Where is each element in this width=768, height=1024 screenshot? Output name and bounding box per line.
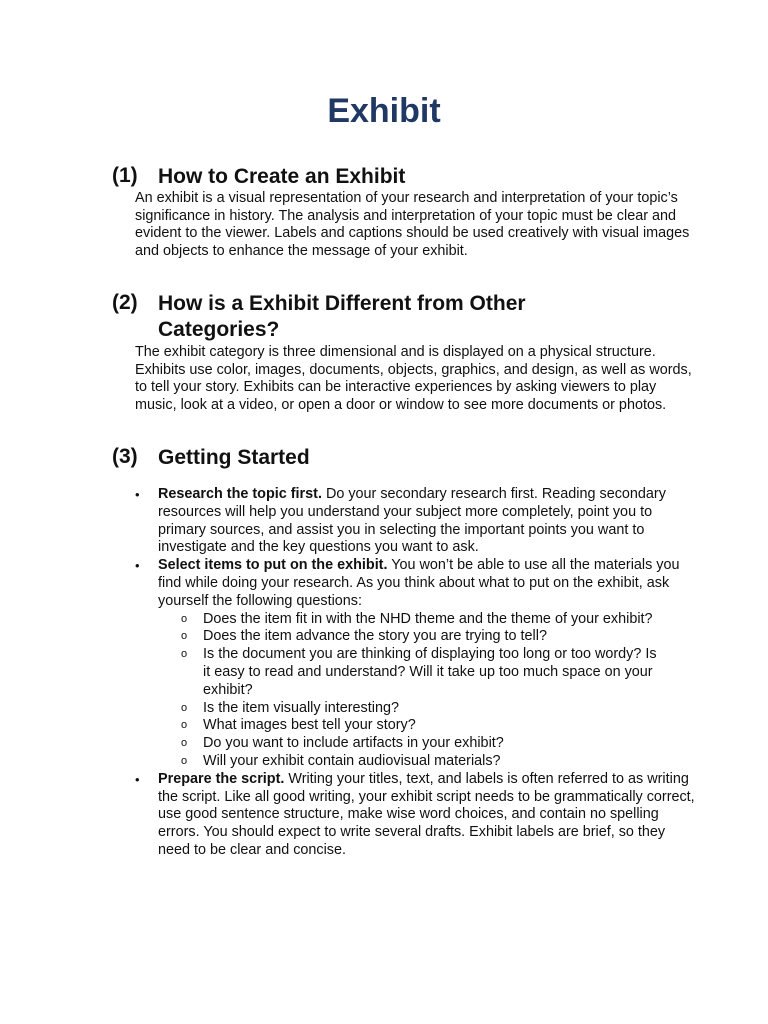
list-item bbox=[135, 557, 698, 771]
bullet-text: You won’t be able to use all the materials you find while doing your research. As you think about what to put on the exhibit, ask yourself the following questions: bbox=[158, 557, 680, 609]
bullet-icon: • bbox=[135, 558, 140, 574]
sub-list-item bbox=[181, 628, 698, 646]
bullet-icon: • bbox=[135, 487, 140, 502]
sub-list-item bbox=[181, 610, 698, 629]
section-1-heading: How to Create an Exhibit bbox=[158, 165, 406, 188]
circle-bullet-icon: o bbox=[181, 719, 188, 732]
bullet-lead: Research the topic first. bbox=[158, 486, 322, 502]
circle-bullet-icon: o bbox=[181, 648, 188, 661]
sub-list-item bbox=[181, 646, 698, 699]
sub-list-item bbox=[181, 717, 698, 735]
section-1-body: An exhibit is a visual representation of your research and interpretation of your topic’s significance in history. The analysis and interpretation of your topic must be clear and evident to the viewer. Labels and captions should be used creatively with visual images and objects to enhance the message of your exhibit. bbox=[135, 190, 690, 259]
list-item bbox=[135, 486, 698, 557]
bullet-text: Do your secondary research first. Reading secondary resources will help you understand your subject more completely, point you to primary sources, and assist you in selecting the important points you want to investigate and the key questions you want to ask. bbox=[158, 486, 666, 556]
getting-started-list bbox=[135, 486, 698, 860]
circle-bullet-icon: o bbox=[181, 754, 188, 767]
circle-bullet-icon: o bbox=[181, 630, 188, 643]
bullet-text: Writing your titles, text, and labels is often referred to as writing the script. Like all good writing, your exhibit script needs to be grammatically correct, use good sentence structure, make wise word choices, and contain no spelling errors. You should expect to write several drafts. Exhibit labels are brief, so they need to be clear and concise. bbox=[158, 770, 695, 858]
sub-item-text: Will your exhibit contain audiovisual materials? bbox=[203, 752, 501, 769]
bullet-icon: • bbox=[135, 771, 140, 787]
sub-list-item bbox=[181, 735, 698, 753]
sub-item-text: Does the item fit in with the NHD theme and the theme of your exhibit? bbox=[203, 610, 653, 627]
section-2-body: The exhibit category is three dimensional and is displayed on a physical structure. Exhibits use color, images, documents, objects, graphics, and design, as well as words, to tell your story. Exhibits can be interactive experiences by asking viewers to play music, look at a video, or open a door or window to see more documents or photos. bbox=[135, 344, 692, 413]
sub-item-text: Do you want to include artifacts in your exhibit? bbox=[203, 735, 504, 752]
circle-bullet-icon: o bbox=[181, 737, 188, 750]
question-list bbox=[158, 611, 698, 771]
section-2-number: (2) bbox=[112, 291, 138, 314]
sub-item-text: Does the item advance the story you are trying to tell? bbox=[203, 628, 547, 645]
sub-list-item bbox=[181, 699, 698, 718]
sub-item-text: What images best tell your story? bbox=[203, 717, 416, 734]
section-1-number: (1) bbox=[112, 164, 138, 187]
sub-list-item bbox=[181, 752, 698, 771]
list-item bbox=[135, 770, 698, 860]
page-title: Exhibit bbox=[327, 92, 441, 130]
circle-bullet-icon: o bbox=[181, 701, 188, 714]
section-2-heading: How is a Exhibit Different from Other Categories? bbox=[158, 292, 526, 341]
sub-item-text: Is the document you are thinking of displaying too long or too wordy? Is it easy to read and understand? Will it take up too much space on your exhibit? bbox=[203, 646, 657, 698]
circle-bullet-icon: o bbox=[181, 612, 188, 625]
section-3-heading: Getting Started bbox=[158, 446, 310, 469]
section-3-number: (3) bbox=[112, 445, 138, 468]
sub-item-text: Is the item visually interesting? bbox=[203, 699, 399, 716]
bullet-lead: Prepare the script. bbox=[158, 770, 285, 787]
bullet-lead: Select items to put on the exhibit. bbox=[158, 557, 388, 574]
